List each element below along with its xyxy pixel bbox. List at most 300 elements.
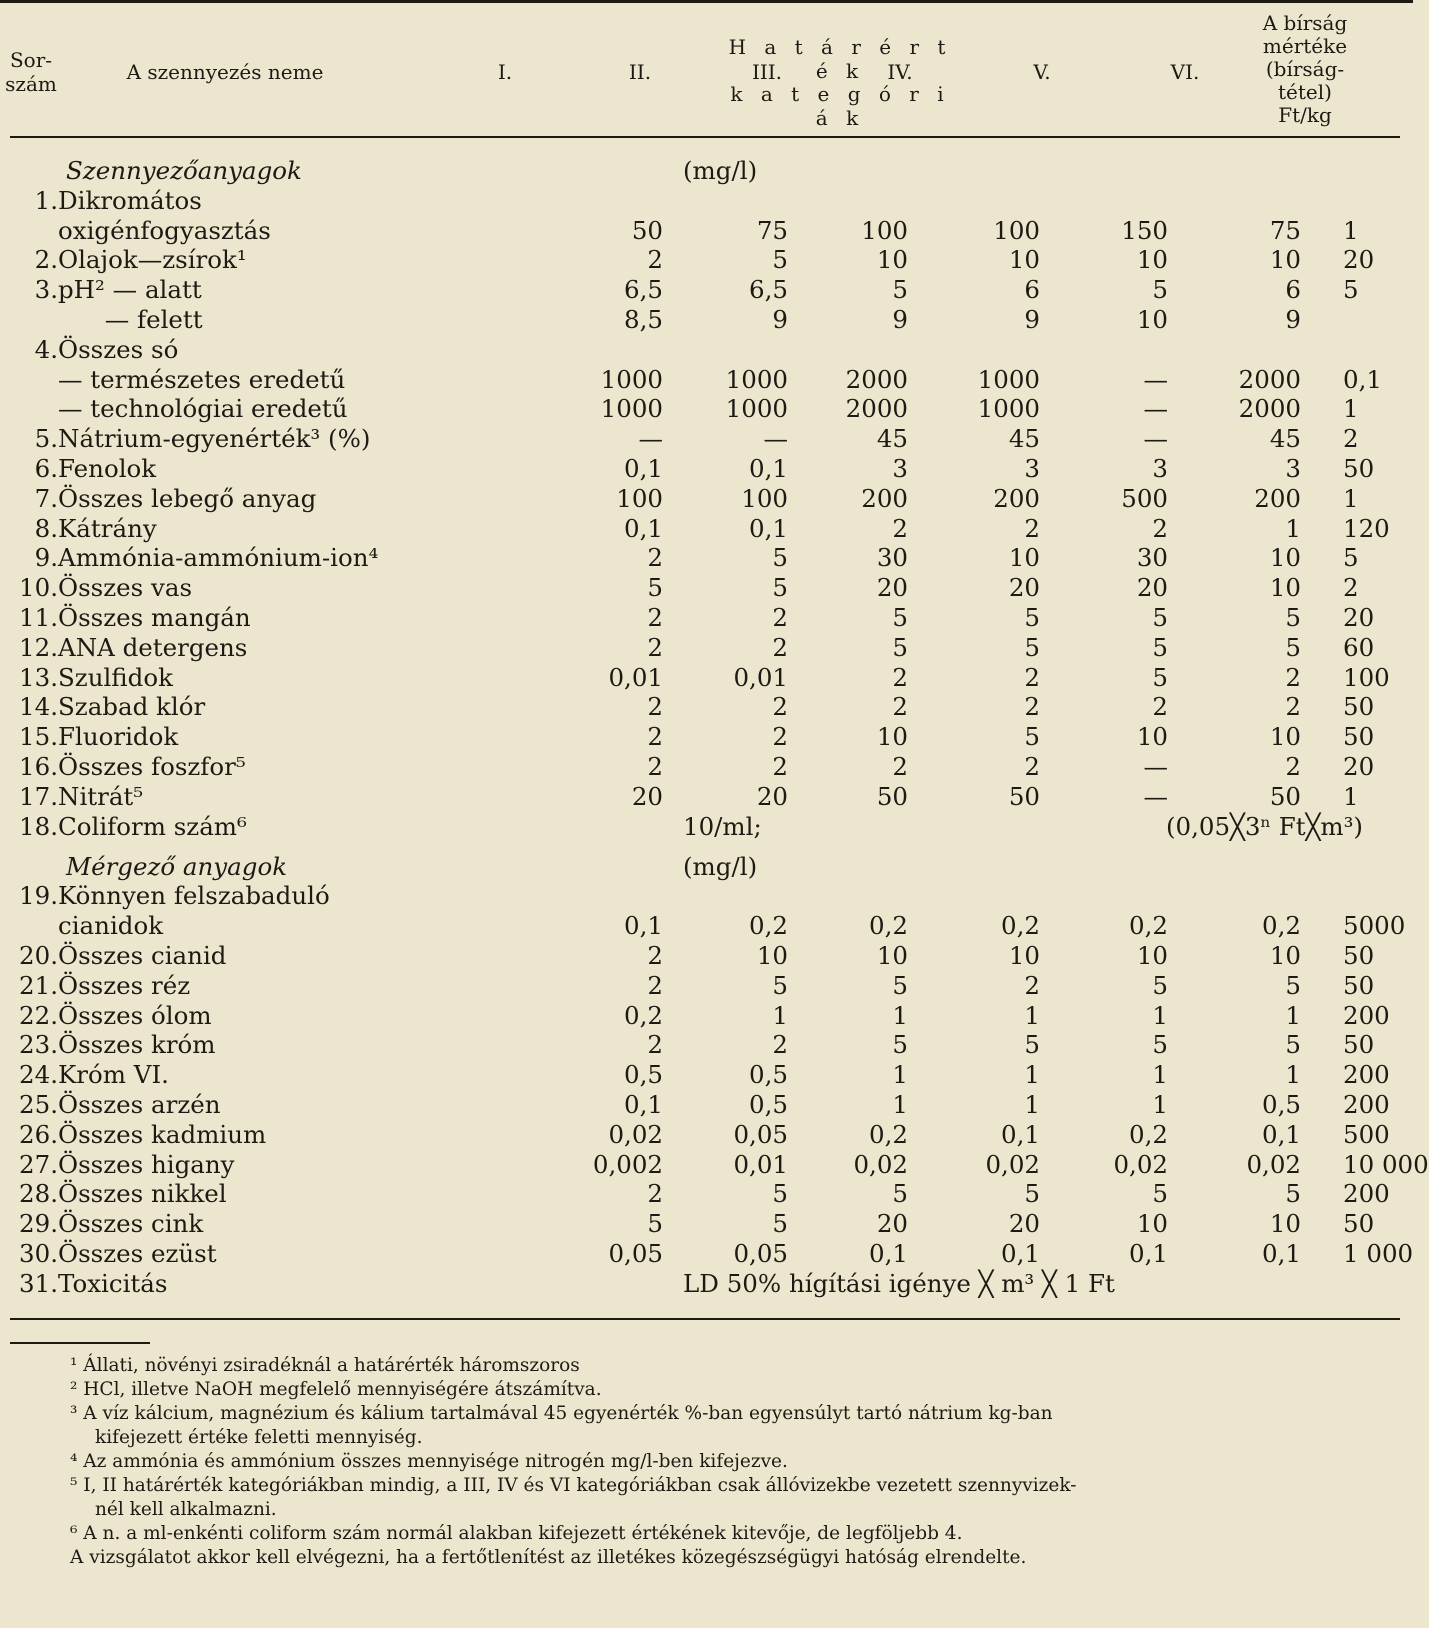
cat-IV-value: 9 (1024, 304, 1040, 334)
fine-value: 50 (1343, 970, 1375, 1000)
cat-II-value: 1000 (725, 394, 788, 424)
limit-values-table (0, 145, 1429, 1298)
cat-IV-value (943, 334, 1078, 364)
cat-I-value: 0,02 (608, 1119, 663, 1149)
cat-IV-value: 3 (1024, 453, 1040, 483)
fine-value: 10 000 (1343, 1149, 1429, 1179)
cat-II-value: 5 (772, 245, 788, 275)
cat-V-value: — (1143, 394, 1168, 424)
category-IV: IV. (887, 60, 913, 84)
table-row (0, 513, 1413, 543)
spacer (453, 334, 548, 364)
cat-VI-value: 45 (1269, 424, 1301, 454)
cat-I-value: — (638, 424, 663, 454)
cat-VI-value: 2 (1285, 751, 1301, 781)
cat-V-value: 2 (1152, 513, 1168, 543)
spacer (548, 811, 683, 841)
cat-II-value: 100 (741, 483, 788, 513)
cat-V-value: 5 (1152, 602, 1168, 632)
table-row (0, 364, 1413, 394)
cat-II-value: 5 (772, 1209, 788, 1239)
table-row (0, 1208, 1413, 1238)
cat-VI-value: 2000 (1238, 394, 1301, 424)
fine-value: 50 (1343, 453, 1375, 483)
cat-II-value: 2 (772, 751, 788, 781)
spacer (453, 245, 548, 275)
cat-I-value: 0,1 (624, 513, 663, 543)
pollutant-name: pH² — alatt (58, 275, 202, 305)
table-row (0, 185, 1413, 215)
cat-V-value: 150 (1121, 215, 1168, 245)
table-row (0, 1179, 1413, 1209)
category-V: V. (1033, 60, 1051, 84)
cat-IV-value: 50 (1008, 781, 1040, 811)
row-number: 1. (34, 185, 58, 215)
cat-V-value: 1 (1152, 1089, 1168, 1119)
cat-V-value (1078, 334, 1208, 364)
cat-VI-value: 2000 (1238, 364, 1301, 394)
cat-VI-value: 5 (1285, 1030, 1301, 1060)
fine-value: 200 (1343, 1179, 1390, 1209)
cat-III-value: 1 (892, 1089, 908, 1119)
cat-V-value: — (1143, 364, 1168, 394)
table-row (0, 940, 1413, 970)
fine-header-line5: Ft/kg (1278, 103, 1332, 127)
spacer (453, 721, 548, 751)
section-spacer (453, 145, 548, 185)
cat-III-value: 5 (892, 1030, 908, 1060)
row-number: 7. (34, 483, 58, 513)
pollutant-name: Könnyen felszabaduló (58, 881, 330, 911)
cat-II-value: 0,5 (749, 1089, 788, 1119)
spacer (453, 304, 548, 334)
cat-IV-value: 2 (1024, 751, 1040, 781)
cat-III-value: 10 (876, 722, 908, 752)
table-row (0, 881, 1413, 911)
cat-III-value: 0,2 (869, 1119, 908, 1149)
fine-value (1343, 185, 1413, 215)
cat-VI-value: 10 (1269, 573, 1301, 603)
cat-V-value: — (1143, 751, 1168, 781)
footnote-6: ⁶ A n. a ml-enkénti coliform szám normál alakban kifejezett értékének kitevője, de legföljebb 4. (70, 1523, 963, 1544)
fine-value: 1 000 (1343, 1238, 1414, 1268)
section-spacer (943, 145, 1413, 185)
spacer (453, 423, 548, 453)
table-row (0, 334, 1413, 364)
cat-I-value: 2 (647, 245, 663, 275)
fine-value: 100 (1343, 662, 1390, 692)
spacer (453, 274, 548, 304)
cat-III-value: 5 (892, 970, 908, 1000)
row-number (0, 394, 58, 424)
row-number: 14. (19, 692, 58, 722)
cat-I-value: 2 (647, 970, 663, 1000)
cat-IV-value: 10 (1008, 245, 1040, 275)
table-row (0, 721, 1413, 751)
cat-I-value: 0,2 (624, 1000, 663, 1030)
cat-IV-value: 10 (1008, 940, 1040, 970)
row-number: 3. (34, 275, 58, 305)
pollutant-name: — természetes eredetű (58, 364, 346, 394)
table-row (0, 910, 1413, 940)
cat-IV-value: 5 (1024, 1179, 1040, 1209)
fine-value (1343, 304, 1413, 334)
cat-I-value: 100 (616, 483, 663, 513)
row-number: 18. (19, 811, 58, 841)
fine-value (1343, 881, 1413, 911)
table-row (0, 692, 1413, 722)
spacer (453, 1208, 548, 1238)
table-row (0, 1238, 1413, 1268)
footnote-3-cont: kifejezett értéke feletti mennyiség. (95, 1427, 423, 1448)
cat-VI-value: 2 (1285, 692, 1301, 722)
cat-IV-value: 20 (1008, 573, 1040, 603)
spacer (453, 881, 548, 911)
table-row (0, 781, 1413, 811)
cat-IV-value: 5 (1024, 602, 1040, 632)
cat-VI-value: 0,2 (1262, 911, 1301, 941)
row-number: 17. (19, 781, 58, 811)
cat-III-value (813, 881, 943, 911)
cat-IV-value: 45 (1008, 424, 1040, 454)
spacer (453, 1089, 548, 1119)
cat-IV-value (943, 185, 1078, 215)
fine-value: 1 (1343, 483, 1359, 513)
cat-VI-value: 10 (1269, 1209, 1301, 1239)
cat-V-value: 1 (1152, 1060, 1168, 1090)
cat-V-value: 0,02 (1113, 1149, 1168, 1179)
pollutant-name: Nátrium-egyenérték³ (%) (58, 424, 371, 454)
row-number: 16. (19, 751, 58, 781)
cat-III-value: 1 (892, 1060, 908, 1090)
cat-VI-value: 6 (1285, 275, 1301, 305)
top-rule (0, 0, 1413, 3)
cat-I-value: 8,5 (624, 304, 663, 334)
cat-III-value: 0,02 (853, 1149, 908, 1179)
spacer (453, 910, 548, 940)
cat-VI-value: 0,1 (1262, 1119, 1301, 1149)
cat-II-value: 0,01 (733, 1149, 788, 1179)
fine-value: 60 (1343, 632, 1375, 662)
table-row (0, 483, 1413, 513)
cat-V-value: 20 (1136, 573, 1168, 603)
row-number (0, 910, 58, 940)
row-number: 2. (34, 245, 58, 275)
table-row (0, 572, 1413, 602)
cat-I-value: 2 (647, 1179, 663, 1209)
row-number: 10. (19, 573, 58, 603)
cat-VI-value: 1 (1285, 1060, 1301, 1090)
fine-value: 2 (1343, 424, 1359, 454)
cat-VI-value: 200 (1254, 483, 1301, 513)
spacer (453, 1179, 548, 1209)
category-VI: VI. (1170, 60, 1200, 84)
cat-III-value: 10 (876, 245, 908, 275)
cat-I-value: 2 (647, 751, 663, 781)
cat-I-value: 0,01 (608, 662, 663, 692)
cat-IV-value: 1 (1024, 1089, 1040, 1119)
cat-IV-value: 2 (1024, 970, 1040, 1000)
cat-II-value: 1000 (725, 364, 788, 394)
fine-value: 5000 (1343, 911, 1406, 941)
table-row (0, 1149, 1413, 1179)
pollutant-name: Összes vas (58, 573, 193, 603)
cat-I-value: 1000 (600, 394, 663, 424)
cat-II-value: — (763, 424, 788, 454)
table-row (0, 453, 1413, 483)
cat-III-value: 9 (892, 304, 908, 334)
spacer (453, 970, 548, 1000)
cat-II-value: 0,05 (733, 1119, 788, 1149)
fine-value: 2 (1343, 573, 1359, 603)
pollutant-name: Összes nikkel (58, 1179, 227, 1209)
cat-II-value: 2 (772, 632, 788, 662)
cat-I-value: 2 (647, 632, 663, 662)
cat-VI-value: 5 (1285, 632, 1301, 662)
bottom-rule-left (10, 1318, 350, 1320)
row-number: 31. (19, 1268, 58, 1298)
pollutant-name: Összes lebegő anyag (58, 483, 317, 513)
cat-I-value: 5 (647, 1209, 663, 1239)
cat-VI-value: 0,5 (1262, 1089, 1301, 1119)
spacer (453, 453, 548, 483)
row-number: 21. (19, 970, 58, 1000)
spacer (453, 364, 548, 394)
row-number (0, 364, 58, 394)
cat-IV-value: 1000 (977, 364, 1040, 394)
cat-II-value: 2 (772, 692, 788, 722)
pollutant-name: Coliform szám⁶ (58, 811, 247, 841)
section-spacer (453, 841, 548, 881)
category-I: I. (497, 60, 513, 84)
row-number: 26. (19, 1119, 58, 1149)
row-number (0, 215, 58, 245)
pollutant-name: cianidok (58, 911, 164, 941)
cat-I-value: 20 (631, 781, 663, 811)
table-row (0, 1119, 1413, 1149)
cat-IV-value: 5 (1024, 632, 1040, 662)
cat-I-value (548, 185, 683, 215)
fine-value: 50 (1343, 692, 1375, 722)
cat-V-value: 2 (1152, 692, 1168, 722)
section-row (0, 145, 1413, 185)
spacer (453, 1119, 548, 1149)
pollutant-name: Nitrát⁵ (58, 781, 144, 811)
spacer (453, 1149, 548, 1179)
cat-III-value: 20 (876, 573, 908, 603)
cat-IV-value: 100 (993, 215, 1040, 245)
cat-IV-value: 5 (1024, 722, 1040, 752)
spacer (453, 1030, 548, 1060)
row-number: 8. (34, 513, 58, 543)
pollutant-name: Kátrány (58, 513, 157, 543)
row-number: 6. (34, 453, 58, 483)
cat-V-value: 500 (1121, 483, 1168, 513)
table-row (0, 394, 1413, 424)
row-number: 11. (19, 602, 58, 632)
fine-value: 200 (1343, 1000, 1390, 1030)
fine-value: 1 (1343, 215, 1359, 245)
fine-value: 0,1 (1343, 364, 1382, 394)
cat-III-value: 1 (892, 1000, 908, 1030)
spacer (548, 1268, 683, 1298)
cat-III-value: 10 (876, 940, 908, 970)
section-row (0, 841, 1413, 881)
cat-V-value: 3 (1152, 453, 1168, 483)
spacer (453, 940, 548, 970)
cat-III-value: 2 (892, 513, 908, 543)
cat-IV-value: 1 (1024, 1000, 1040, 1030)
cat-II-value: 2 (772, 602, 788, 632)
cat-I-value: 2 (647, 543, 663, 573)
cat-VI-value (1208, 334, 1343, 364)
cat-VI-value: 10 (1269, 722, 1301, 752)
cat-VI-value: 1 (1285, 513, 1301, 543)
cat-II-value (683, 881, 813, 911)
spacer (453, 602, 548, 632)
cat-IV-value: 5 (1024, 1030, 1040, 1060)
category-III: III. (751, 60, 783, 84)
row-number: 24. (19, 1060, 58, 1090)
cat-I-value: 2 (647, 602, 663, 632)
cat-II-value: 0,1 (749, 453, 788, 483)
cat-I-value: 2 (647, 940, 663, 970)
cat-IV-value: 200 (993, 483, 1040, 513)
cat-III-value: 2 (892, 751, 908, 781)
cat-V-value: 10 (1136, 1209, 1168, 1239)
spacer (453, 483, 548, 513)
row-number: 5. (34, 424, 58, 454)
table-row (0, 423, 1413, 453)
fine-value: 50 (1343, 722, 1375, 752)
cat-III-value: 100 (861, 215, 908, 245)
cat-I-value (548, 881, 683, 911)
cat-III-value: 2 (892, 662, 908, 692)
cat-III-value: 20 (876, 1209, 908, 1239)
span-value: 10/ml; (683, 811, 762, 841)
cat-I-value: 0,1 (624, 911, 663, 941)
category-II: II. (628, 60, 652, 84)
cat-II-value: 0,2 (749, 911, 788, 941)
row-number (0, 304, 58, 334)
pollutant-name: Összes higany (58, 1149, 235, 1179)
cat-III-value: 200 (861, 483, 908, 513)
row-number: 12. (19, 632, 58, 662)
pollutant-name: Összes ólom (58, 1000, 212, 1030)
table-row (0, 751, 1413, 781)
cat-V-value: 10 (1136, 245, 1168, 275)
table-row (0, 1268, 1413, 1298)
spacer (453, 811, 548, 841)
header-rule-right (350, 136, 1400, 138)
cat-II-value: 0,5 (749, 1060, 788, 1090)
section-spacer (0, 145, 58, 185)
cat-VI-value (1208, 881, 1343, 911)
pollutant-name: oxigénfogyasztás (58, 215, 271, 245)
table-row (0, 811, 1413, 841)
spacer (453, 632, 548, 662)
cat-III-value: 0,1 (869, 1238, 908, 1268)
serial-header-line2: szám (5, 72, 57, 96)
fine-value (1343, 334, 1413, 364)
table-row (0, 1089, 1413, 1119)
footnote-note: A vizsgálatot akkor kell elvégezni, ha a fertőtlenítést az illetékes közegészségügyi hatóság elrendelte. (70, 1547, 1027, 1568)
table-row (0, 274, 1413, 304)
cat-I-value: 2 (647, 722, 663, 752)
table-row (0, 632, 1413, 662)
table-row (0, 543, 1413, 573)
section-spacer (0, 841, 58, 881)
cat-V-value: 1 (1152, 1000, 1168, 1030)
spacer (453, 1268, 548, 1298)
row-number: 27. (19, 1149, 58, 1179)
footnote-5: ⁵ I, II határérték kategóriákban mindig, a III, IV és VI kategóriákban csak állóvizekbe vezetett szennyvizek- (70, 1475, 1077, 1496)
row-number: 29. (19, 1209, 58, 1239)
cat-I-value: 0,1 (624, 453, 663, 483)
table-row (0, 215, 1413, 245)
row-number: 30. (19, 1238, 58, 1268)
row-number: 22. (19, 1000, 58, 1030)
row-number: 13. (19, 662, 58, 692)
pollutant-name: Összes réz (58, 970, 191, 1000)
cat-III-value: 30 (876, 543, 908, 573)
fine-value: 200 (1343, 1060, 1390, 1090)
cat-V-value: 5 (1152, 632, 1168, 662)
span-value: LD 50% hígítási igénye ╳ m³ ╳ 1 Ft (683, 1268, 1115, 1298)
cat-VI-value: 10 (1269, 245, 1301, 275)
cat-I-value: 0,5 (624, 1060, 663, 1090)
footnote-1: ¹ Állati, növényi zsiradéknál a határérték háromszoros (70, 1355, 580, 1376)
cat-V-value: 5 (1152, 970, 1168, 1000)
cat-III-value: 2 (892, 692, 908, 722)
spacer (453, 1238, 548, 1268)
pollutant-name-header: A szennyezés neme (126, 60, 324, 84)
pollutant-name: — technológiai eredetű (58, 394, 348, 424)
cat-IV-value: 1 (1024, 1060, 1040, 1090)
cat-IV-value: 2 (1024, 513, 1040, 543)
pollutant-name: Fenolok (58, 453, 157, 483)
pollutant-name: Fluoridok (58, 722, 179, 752)
pollutant-name: Dikromátos (58, 185, 202, 215)
cat-III-value: 5 (892, 632, 908, 662)
cat-V-value: — (1143, 781, 1168, 811)
pollutant-name: Króm VI. (58, 1060, 169, 1090)
fine-header-line1: A bírság (1262, 11, 1348, 35)
fine-header (1240, 12, 1370, 127)
cat-I-value (548, 334, 683, 364)
cat-III-value: 5 (892, 275, 908, 305)
cat-V-value: 0,1 (1129, 1238, 1168, 1268)
cat-II-value: 5 (772, 543, 788, 573)
cat-II-value (683, 334, 813, 364)
fine-value: 1 (1343, 394, 1359, 424)
cat-VI-value: 3 (1285, 453, 1301, 483)
pollutant-name: Szulfidok (58, 662, 173, 692)
cat-V-value: 30 (1136, 543, 1168, 573)
cat-V-value: 0,2 (1129, 1119, 1168, 1149)
table-row (0, 245, 1413, 275)
limit-title: H a t á r é r t é k (728, 35, 952, 83)
cat-II-value: 75 (756, 215, 788, 245)
row-number: 23. (19, 1030, 58, 1060)
cat-VI-value: 1 (1285, 1000, 1301, 1030)
row-number: 15. (19, 722, 58, 752)
pollutant-name: — felett (58, 304, 203, 334)
cat-II-value: 2 (772, 722, 788, 752)
fine-value: 50 (1343, 940, 1375, 970)
cat-I-value: 0,002 (592, 1149, 663, 1179)
pollutant-name: Összes só (58, 334, 179, 364)
